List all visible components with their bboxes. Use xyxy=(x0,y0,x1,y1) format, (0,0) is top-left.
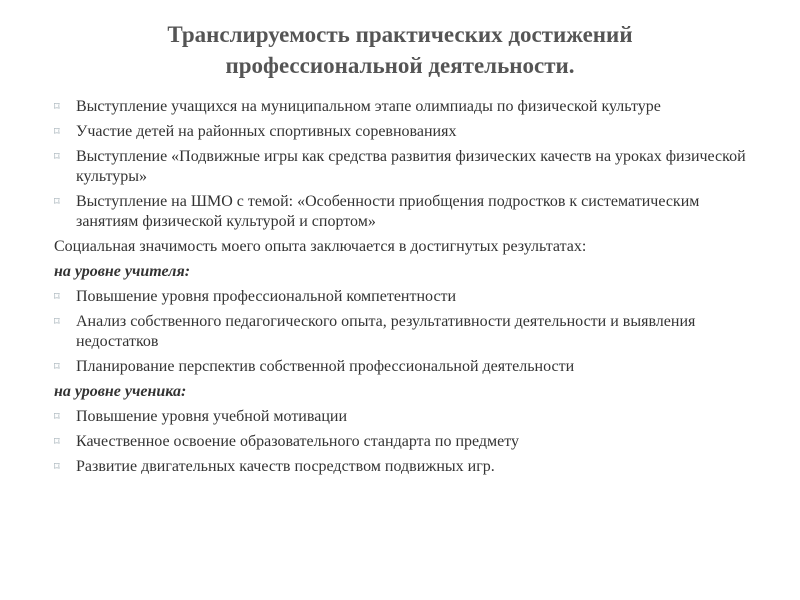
list-item-text: Анализ собственного педагогического опыта, результативности деятельности и выявления недостатков xyxy=(76,313,696,350)
summary-line xyxy=(54,237,754,257)
section-heading-text: на уровне ученика: xyxy=(54,383,187,400)
bullet-icon: ⌑ xyxy=(54,150,60,163)
list-item xyxy=(54,147,754,187)
list-item-text: Выступление на ШМО с темой: «Особенности приобщения подростков к систематическим занятиям физической культурой и спортом» xyxy=(76,193,700,230)
bullet-icon: ⌑ xyxy=(54,460,60,473)
bullet-icon: ⌑ xyxy=(54,290,60,303)
section-heading-student xyxy=(54,382,754,402)
list-item-text: Участие детей на районных спортивных соревнованиях xyxy=(76,123,457,140)
list-item-text: Выступление учащихся на муниципальном этапе олимпиады по физической культуре xyxy=(76,98,661,115)
list-item-text: Развитие двигательных качеств посредством подвижных игр. xyxy=(76,458,495,475)
list-item xyxy=(54,287,754,307)
list-item xyxy=(54,457,754,477)
slide-title-line-2: профессиональной деятельности. xyxy=(225,53,575,78)
slide-title xyxy=(0,19,800,81)
list-item xyxy=(54,312,754,352)
bullet-icon: ⌑ xyxy=(54,360,60,373)
list-item-text: Качественное освоение образовательного стандарта по предмету xyxy=(76,433,520,450)
list-item-text: Выступление «Подвижные игры как средства развития физических качеств на уроках физической культуры» xyxy=(76,148,746,185)
bullet-icon: ⌑ xyxy=(54,435,60,448)
list-item-text: Повышение уровня профессиональной компетентности xyxy=(76,288,457,305)
summary-text: Социальная значимость моего опыта заключается в достигнутых результатах: xyxy=(54,238,587,255)
bullet-icon: ⌑ xyxy=(54,100,60,113)
list-item xyxy=(54,357,754,377)
list-item-text: Планирование перспектив собственной профессиональной деятельности xyxy=(76,358,575,375)
list-item xyxy=(54,432,754,452)
list-item xyxy=(54,122,754,142)
bullet-icon: ⌑ xyxy=(54,410,60,423)
slide-title-line-1: Транслируемость практических достижений xyxy=(167,22,633,47)
slide-body xyxy=(54,97,754,477)
section-heading-text: на уровне учителя: xyxy=(54,263,191,280)
bullet-icon: ⌑ xyxy=(54,125,60,138)
list-item xyxy=(54,192,754,232)
bullet-icon: ⌑ xyxy=(54,315,60,328)
section-heading-teacher xyxy=(54,262,754,282)
list-item-text: Повышение уровня учебной мотивации xyxy=(76,408,347,425)
list-item xyxy=(54,97,754,117)
list-item xyxy=(54,407,754,427)
bullet-icon: ⌑ xyxy=(54,195,60,208)
